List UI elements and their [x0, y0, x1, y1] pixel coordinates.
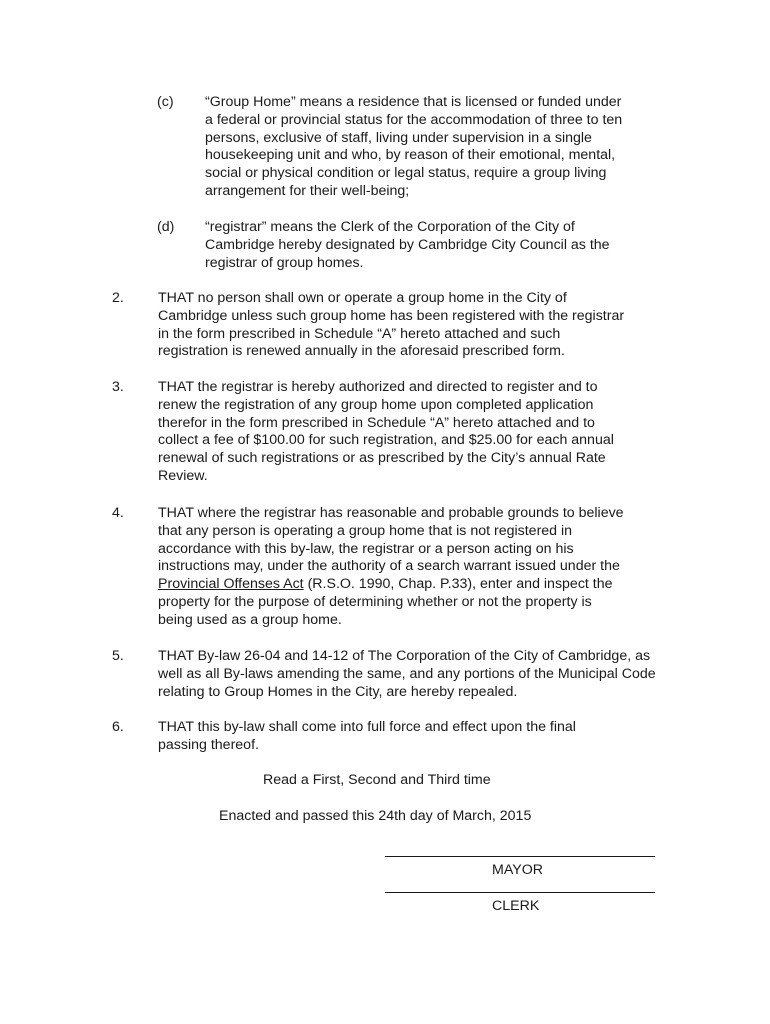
- definition-text: [205, 219, 677, 272]
- text-line: passing thereof.: [158, 736, 259, 753]
- clause-6: [112, 719, 702, 755]
- clause-text: [158, 290, 702, 361]
- text-line: being used as a group home.: [158, 611, 342, 628]
- text-line: THAT the registrar is hereby authorized and directed to register and to: [158, 379, 598, 395]
- text-line: THAT no person shall own or operate a group home in the City of: [158, 290, 567, 306]
- text-line: Cambridge hereby designated by Cambridge City Council as the: [205, 236, 610, 253]
- text-line: that any person is operating a group home that is not registered in: [158, 522, 573, 539]
- act-name: Provincial Offenses Act: [158, 576, 304, 593]
- text-line: renewal of such registrations or as prescribed by the City’s annual Rate: [158, 450, 606, 467]
- text-line: persons, exclusive of staff, living under supervision in a single: [205, 129, 592, 146]
- clause-text: [158, 719, 702, 755]
- text-line: “registrar” means the Clerk of the Corporation of the City of: [205, 219, 575, 235]
- text-line: Review.: [158, 467, 208, 484]
- clause-4: [112, 505, 702, 630]
- text-line: THAT where the registrar has reasonable and probable grounds to believe: [158, 505, 624, 521]
- text-line: property for the purpose of determining whether or not the property is: [158, 593, 592, 610]
- definition-label: (c): [157, 94, 174, 110]
- readings-statement: Read a First, Second and Third time: [263, 772, 491, 788]
- text-line: Cambridge unless such group home has been registered with the registrar: [158, 307, 625, 324]
- clerk-label: CLERK: [492, 898, 540, 914]
- clause-text: [158, 648, 702, 701]
- mayor-label: MAYOR: [492, 862, 543, 878]
- definition-label: (d): [157, 219, 175, 235]
- text-line: instructions may, under the authority of a search warrant issued under the: [158, 558, 620, 575]
- clause-5: [112, 648, 702, 701]
- clause-2: [112, 290, 702, 361]
- clause-number: 4.: [112, 505, 124, 521]
- text-line: renew the registration of any group home upon completed application: [158, 396, 594, 413]
- clause-3: [112, 379, 702, 486]
- text-line: social or physical condition or legal status, require a group living: [205, 165, 607, 182]
- text-line: therefor in the form prescribed in Schedule “A” hereto attached and to: [158, 414, 595, 431]
- text-line: [158, 576, 702, 594]
- text-line: a federal or provincial status for the accommodation of three to ten: [205, 111, 623, 128]
- clause-text: [158, 379, 702, 486]
- clerk-signature-line: [385, 892, 655, 893]
- clause-text: [158, 505, 702, 630]
- text-line: arrangement for their well-being;: [205, 182, 410, 199]
- clause-number: 2.: [112, 290, 124, 306]
- text-line: registrar of group homes.: [205, 254, 364, 271]
- text-line: well as all By-laws amending the same, and any portions of the Municipal Code: [158, 665, 656, 682]
- enactment-statement: Enacted and passed this 24th day of March, 2015: [219, 808, 532, 824]
- clause-number: 3.: [112, 379, 124, 395]
- mayor-signature-line: [385, 856, 655, 857]
- text-line: housekeeping unit and who, by reason of their emotional, mental,: [205, 147, 616, 164]
- text-line: registration is renewed annually in the aforesaid prescribed form.: [158, 343, 565, 360]
- act-citation: (R.S.O. 1990, Chap. P.33), enter and inspect the: [303, 576, 613, 593]
- text-line: accordance with this by-law, the registrar or a person acting on his: [158, 540, 574, 557]
- text-line: “Group Home” means a residence that is licensed or funded under: [205, 94, 622, 110]
- definition-d: [157, 219, 677, 272]
- text-line: THAT By-law 26-04 and 14-12 of The Corporation of the City of Cambridge, as: [158, 648, 651, 664]
- definition-text: [205, 94, 677, 201]
- text-line: in the form prescribed in Schedule “A” hereto attached and such: [158, 325, 561, 342]
- text-line: relating to Group Homes in the City, are hereby repealed.: [158, 683, 518, 700]
- text-line: THAT this by-law shall come into full force and effect upon the final: [158, 719, 576, 735]
- clause-number: 6.: [112, 719, 124, 735]
- clause-number: 5.: [112, 648, 124, 664]
- definition-c: [157, 94, 677, 201]
- text-line: collect a fee of $100.00 for such registration, and $25.00 for each annual: [158, 432, 614, 449]
